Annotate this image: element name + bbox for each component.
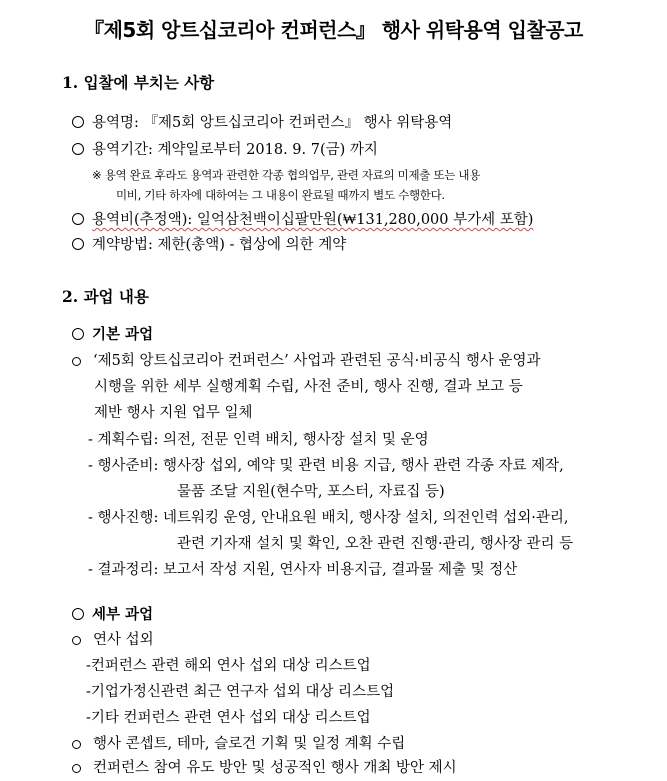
paragraph-line: 시행을 위한 세부 실행계획 수립, 사전 준비, 행사 진행, 결과 보고 등 (94, 379, 523, 395)
detail-task-heading: 세부 과업 (72, 606, 153, 623)
paragraph-line: ‘제5회 앙트십코리아 컨퍼런스’ 사업과 관련된 공식·비공식 행사 운영과 (72, 353, 541, 370)
basic-task-heading: 기본 과업 (72, 326, 153, 343)
small-circle-bullet-icon (72, 764, 81, 773)
list-item: -기타 컨퍼런스 관련 연사 섭외 대상 리스트업 (86, 710, 371, 726)
list-item (72, 212, 533, 229)
run-item: - 행사진행: 네트워킹 운영, 안내요원 배치, 행사장 설치, 의전인력 섭외·관리, (88, 510, 569, 526)
circle-bullet-icon (72, 116, 84, 128)
circle-bullet-icon (72, 328, 84, 340)
section-1-heading: 1. 입찰에 부치는 사항 (62, 73, 215, 92)
list-item (72, 115, 452, 132)
paragraph-line: 제반 행사 지원 업무 일체 (94, 405, 253, 421)
prep-item: - 행사준비: 행사장 섭외, 예약 및 관련 비용 지급, 행사 관련 각종 자료 제작, (88, 458, 564, 474)
list-item: 연사 섭외 (72, 632, 154, 649)
service-period: 용역기간: 계약일로부터 2018. 9. 7(금) 까지 (92, 142, 378, 158)
list-item: -기업가정신관련 최근 연구자 섭외 대상 리스트업 (86, 684, 395, 700)
list-item: 행사 콘셉트, 테마, 슬로건 기획 및 일정 계획 수립 (72, 736, 405, 753)
circle-bullet-icon (72, 143, 84, 155)
small-circle-bullet-icon (72, 636, 81, 645)
note-line: 미비, 기타 하자에 대하여는 그 내용이 완료될 때까지 별도 수행한다. (116, 188, 445, 202)
list-item (72, 237, 346, 254)
small-circle-bullet-icon (72, 740, 81, 749)
contract-method: 계약방법: 제한(총액) - 협상에 의한 계약 (92, 237, 347, 253)
prep-item-cont: 물품 조달 지원(현수막, 포스터, 자료집 등) (177, 484, 445, 500)
section-2-heading: 2. 과업 내용 (62, 287, 149, 306)
circle-bullet-icon (72, 238, 84, 250)
list-item: -컨퍼런스 관련 해외 연사 섭외 대상 리스트업 (86, 658, 371, 674)
run-item-cont: 관련 기자재 설치 및 확인, 오찬 관련 진행·관리, 행사장 관리 등 (177, 536, 574, 552)
service-name: 용역명: 『제5회 앙트십코리아 컨퍼런스』 행사 위탁용역 (92, 115, 453, 131)
circle-bullet-icon (72, 213, 84, 225)
plan-item: - 계획수립: 의전, 전문 인력 배치, 행사장 설치 및 운영 (88, 432, 429, 448)
result-item: - 결과정리: 보고서 작성 지원, 연사자 비용지급, 결과물 제출 및 정산 (88, 562, 518, 578)
list-item (72, 142, 378, 159)
circle-bullet-icon (72, 608, 84, 620)
list-item: 컨퍼런스 참여 유도 방안 및 성공적인 행사 개최 방안 제시 (72, 760, 457, 777)
page-title: 『제5회 앙트십코리아 컨퍼런스』 행사 위탁용역 입찰공고 (84, 18, 583, 42)
service-cost: 용역비(추정액): 일억삼천백이십팔만원(₩131,280,000 부가세 포함) (92, 212, 534, 228)
small-circle-bullet-icon (72, 357, 81, 366)
note-line: ※ 용역 완료 후라도 용역과 관련한 각종 협의업무, 관련 자료의 미제출 또는 내용 (92, 168, 481, 182)
